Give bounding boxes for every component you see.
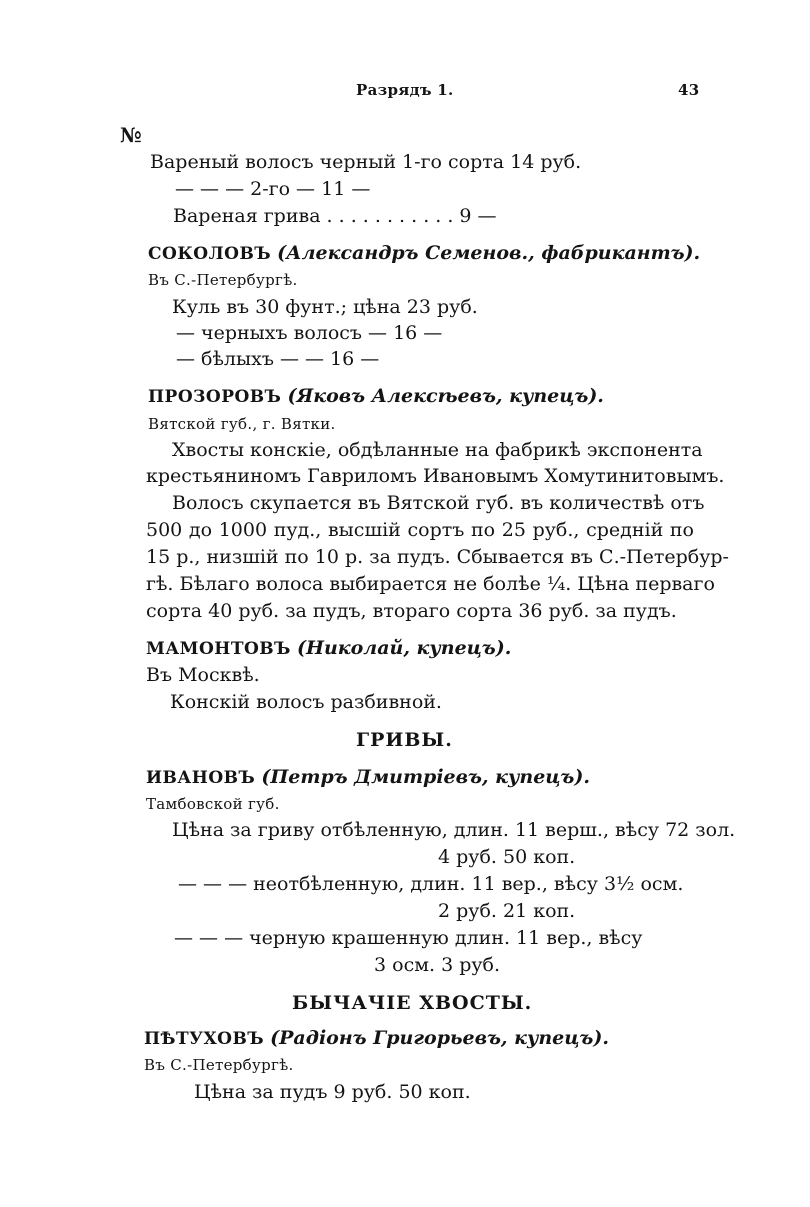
page-number: 43: [678, 81, 700, 99]
section-heading-bull-tails: БЫЧАЧІЕ ХВОСТЫ.: [292, 992, 533, 1014]
prozorov-line-6: гѣ. Бѣлаго волоса выбирается не болѣе ¼. Цѣна перваго: [146, 573, 715, 595]
manes-line-4: 2 руб. 21 коп.: [438, 900, 576, 922]
sokolov-line-1: Куль въ 30 фунт.; цѣна 23 руб.: [172, 296, 478, 318]
prozorov-line-1: Хвосты конскіе, обдѣланные на фабрикѣ экспонента: [172, 439, 703, 461]
entry-petukhov-header: [144, 1026, 609, 1051]
exhibitor-desc: (Александръ Семенов., фабрикантъ).: [277, 242, 701, 264]
running-title: Разрядъ 1.: [356, 81, 454, 99]
hair-line-2: — — — 2-го — 11 —: [175, 178, 371, 200]
section-heading-manes: ГРИВЫ.: [356, 729, 453, 751]
exhibitor-place: Въ С.-Петербургѣ.: [144, 1056, 294, 1074]
entry-prozorov-header: [148, 384, 604, 409]
entry-ivanov-header: [146, 765, 590, 790]
prozorov-line-5: 15 р., низшій по 10 р. за пудъ. Сбывается въ С.-Петербур-: [146, 546, 729, 568]
exhibitor-name: ПѢТУХОВЪ: [144, 1029, 265, 1049]
exhibitor-name: ПРОЗОРОВЪ: [148, 387, 282, 407]
hair-line-3: Вареная грива . . . . . . . . . . . 9 —: [173, 205, 497, 227]
exhibitor-place: Тамбовской губ.: [146, 795, 280, 813]
exhibitor-place: Вятской губ., г. Вятки.: [148, 415, 336, 433]
manes-line-6: 3 осм. 3 руб.: [374, 954, 501, 976]
entry-sokolov-header: [148, 241, 700, 266]
manes-line-2: 4 руб. 50 коп.: [438, 846, 576, 868]
sokolov-line-3: — бѣлыхъ — — 16 —: [176, 348, 380, 370]
exhibitor-desc: (Яковъ Алексѣевъ, купецъ).: [287, 385, 604, 407]
exhibitor-desc: (Петръ Дмитріевъ, купецъ).: [261, 766, 590, 788]
bull-line-1: Цѣна за пудъ 9 руб. 50 коп.: [194, 1081, 471, 1103]
exhibitor-name: ИВАНОВЪ: [146, 768, 256, 788]
manes-line-1: Цѣна за гриву отбѣленную, длин. 11 верш., вѣсу 72 зол.: [172, 819, 736, 841]
manes-line-5: — — — черную крашенную длин. 11 вер., вѣсу: [174, 927, 643, 949]
prozorov-line-4: 500 до 1000 пуд., высшій сортъ по 25 руб., средній по: [146, 519, 694, 541]
numero-sign: №: [120, 123, 142, 147]
hair-line-1: Вареный волосъ черный 1-го сорта 14 руб.: [150, 151, 582, 173]
exhibitor-place: Въ Москвѣ.: [146, 664, 260, 686]
exhibitor-name: СОКОЛОВЪ: [148, 244, 272, 264]
sokolov-line-2: — черныхъ волосъ — 16 —: [176, 322, 443, 344]
prozorov-line-2: крестьяниномъ Гавриломъ Ивановымъ Хомутинитовымъ.: [146, 465, 725, 487]
prozorov-line-7: сорта 40 руб. за пудъ, втораго сорта 36 руб. за пудъ.: [146, 600, 677, 622]
prozorov-line-3: Волосъ скупается въ Вятской губ. въ количествѣ отъ: [172, 492, 705, 514]
exhibitor-desc: (Николай, купецъ).: [297, 637, 512, 659]
exhibitor-place: Въ С.-Петербургѣ.: [148, 271, 298, 289]
manes-line-3: — — — неотбѣленную, длин. 11 вер., вѣсу 3½ осм.: [178, 873, 684, 895]
mamontov-line-1: Конскій волосъ разбивной.: [170, 691, 442, 713]
entry-mamontov-header: [146, 636, 511, 661]
exhibitor-name: МАМОНТОВЪ: [146, 639, 291, 659]
exhibitor-desc: (Радіонъ Григорьевъ, купецъ).: [270, 1027, 609, 1049]
